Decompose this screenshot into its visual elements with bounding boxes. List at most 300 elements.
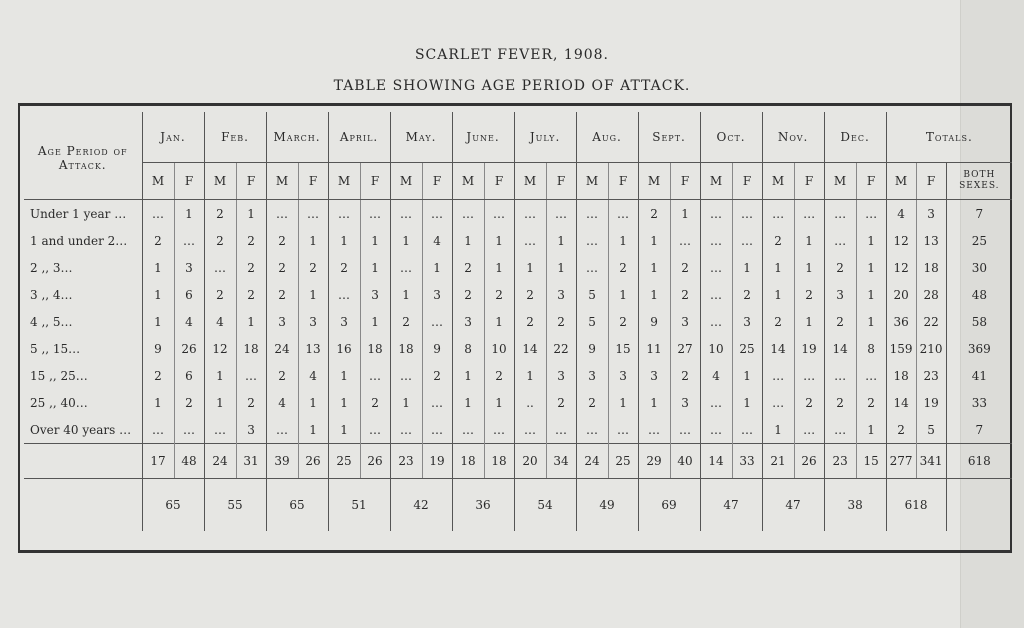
table-cell: 2 xyxy=(762,227,794,254)
male-col-header: M xyxy=(266,163,298,200)
month-total-cell: 65 xyxy=(266,479,328,532)
table-cell: 14 xyxy=(886,389,916,416)
male-col-header: M xyxy=(700,163,732,200)
table-cell: 1 xyxy=(762,254,794,281)
female-col-header: F xyxy=(546,163,576,200)
table-cell: 1 xyxy=(328,362,360,389)
table-cell: 2 xyxy=(484,362,514,389)
male-col-header: M xyxy=(576,163,608,200)
month-header: Dec. xyxy=(824,112,886,163)
table-cell: 9 xyxy=(142,335,174,362)
table-cell: 3 xyxy=(638,362,670,389)
table-cell: … xyxy=(174,227,204,254)
table-cell: 2 xyxy=(546,389,576,416)
table-cell: 2 xyxy=(546,308,576,335)
table-cell: … xyxy=(856,362,886,389)
age-period-label: 2 ,, 3… xyxy=(30,260,73,275)
table-cell: 1 xyxy=(298,389,328,416)
table-cell: 3 xyxy=(546,362,576,389)
table-cell: 2 xyxy=(452,281,484,308)
table-cell: … xyxy=(608,416,638,444)
age-period-label: 1 and under 2… xyxy=(30,233,128,248)
sex-totals-row xyxy=(24,444,1012,479)
table-cell: 2 xyxy=(266,362,298,389)
table-cell: … xyxy=(266,416,298,444)
table-cell: … xyxy=(514,200,546,228)
sum-cell: 15 xyxy=(856,444,886,479)
table-cell: … xyxy=(298,200,328,228)
table-cell: 18 xyxy=(916,254,946,281)
table-cell: 36 xyxy=(886,308,916,335)
table-cell: 18 xyxy=(360,335,390,362)
table-cell: 48 xyxy=(946,281,1012,308)
table-cell: 18 xyxy=(886,362,916,389)
sum-cell: 18 xyxy=(452,444,484,479)
female-col-header: F xyxy=(174,163,204,200)
male-col-header: M xyxy=(204,163,236,200)
table-cell: 2 xyxy=(514,281,546,308)
table-cell: 1 xyxy=(856,416,886,444)
table-cell: … xyxy=(824,416,856,444)
table-row xyxy=(24,308,1012,335)
table-cell: 1 xyxy=(638,281,670,308)
female-col-header: F xyxy=(484,163,514,200)
sum-cell: 33 xyxy=(732,444,762,479)
table-cell: … xyxy=(266,200,298,228)
table-cell: … xyxy=(638,416,670,444)
table-cell: 26 xyxy=(174,335,204,362)
sum-cell: 277 xyxy=(886,444,916,479)
both-sexes-line: BOTH xyxy=(963,170,996,180)
month-total-cell: 618 xyxy=(886,479,946,532)
table-cell: … xyxy=(236,362,266,389)
table-cell: 27 xyxy=(670,335,700,362)
table-cell: 12 xyxy=(886,227,916,254)
table-cell: 5 xyxy=(916,416,946,444)
table-cell: 1 xyxy=(390,389,422,416)
sum-cell: 26 xyxy=(298,444,328,479)
table-cell: 13 xyxy=(916,227,946,254)
sum-cell: 25 xyxy=(608,444,638,479)
blank-label-cell xyxy=(24,444,142,479)
table-cell: 58 xyxy=(946,308,1012,335)
table-cell: … xyxy=(700,200,732,228)
table-cell: 12 xyxy=(204,335,236,362)
month-totals-row xyxy=(24,479,1012,532)
table-cell: 1 xyxy=(174,200,204,228)
table-cell: 1 xyxy=(546,227,576,254)
table-cell: 3 xyxy=(732,308,762,335)
table-cell: 1 xyxy=(638,254,670,281)
male-col-header: M xyxy=(886,163,916,200)
table-cell: … xyxy=(360,200,390,228)
sum-cell: 23 xyxy=(390,444,422,479)
table-cell: 20 xyxy=(886,281,916,308)
female-col-header: F xyxy=(916,163,946,200)
male-col-header: M xyxy=(824,163,856,200)
table-cell: 1 xyxy=(422,254,452,281)
table-cell: 1 xyxy=(638,389,670,416)
table-cell: 1 xyxy=(328,416,360,444)
sum-cell: 341 xyxy=(916,444,946,479)
table-cell: 1 xyxy=(142,281,174,308)
table-cell: 1 xyxy=(236,308,266,335)
female-col-header: F xyxy=(360,163,390,200)
table-cell: 3 xyxy=(266,308,298,335)
month-total-cell: 36 xyxy=(452,479,514,532)
table-cell: 1 xyxy=(328,389,360,416)
table-cell: 2 xyxy=(484,281,514,308)
table-cell: 2 xyxy=(422,362,452,389)
table-cell: 1 xyxy=(670,200,700,228)
table-cell: 1 xyxy=(360,308,390,335)
sum-cell: 23 xyxy=(824,444,856,479)
table-cell: 13 xyxy=(298,335,328,362)
table-row xyxy=(24,227,1012,254)
table-cell: 15 xyxy=(608,335,638,362)
table-cell: 18 xyxy=(390,335,422,362)
table-cell: … xyxy=(452,416,484,444)
table-cell: … xyxy=(452,200,484,228)
table-cell: 3 xyxy=(576,362,608,389)
month-header: June. xyxy=(452,112,514,163)
table-cell: 2 xyxy=(608,254,638,281)
table-cell: … xyxy=(732,200,762,228)
table-cell: 1 xyxy=(236,200,266,228)
table-cell: 2 xyxy=(670,254,700,281)
table-cell: 11 xyxy=(638,335,670,362)
table-cell: 3 xyxy=(916,200,946,228)
male-col-header: M xyxy=(390,163,422,200)
table-cell: 1 xyxy=(856,281,886,308)
table-cell: 3 xyxy=(174,254,204,281)
table-cell: 1 xyxy=(732,389,762,416)
table-cell: 1 xyxy=(762,281,794,308)
table-cell: 2 xyxy=(142,362,174,389)
table-cell: … xyxy=(422,308,452,335)
sum-cell: 39 xyxy=(266,444,298,479)
female-col-header: F xyxy=(422,163,452,200)
month-header: March. xyxy=(266,112,328,163)
table-cell: 23 xyxy=(916,362,946,389)
table-cell: 6 xyxy=(174,362,204,389)
table-cell: 1 xyxy=(360,254,390,281)
table-cell: … xyxy=(328,281,360,308)
table-cell: 1 xyxy=(328,227,360,254)
table-cell: 2 xyxy=(236,281,266,308)
sum-cell: 21 xyxy=(762,444,794,479)
table-cell: 18 xyxy=(236,335,266,362)
age-period-label: Under 1 year … xyxy=(30,206,127,221)
table-cell: 2 xyxy=(204,281,236,308)
table-cell: 2 xyxy=(452,254,484,281)
header-row-months xyxy=(24,112,1012,163)
table-cell: 1 xyxy=(794,308,824,335)
month-header: Nov. xyxy=(762,112,824,163)
table-cell: 10 xyxy=(700,335,732,362)
table-cell: … xyxy=(762,389,794,416)
table-cell: 210 xyxy=(916,335,946,362)
table-cell: 3 xyxy=(670,389,700,416)
sum-cell: 20 xyxy=(514,444,546,479)
table-cell: 4 xyxy=(298,362,328,389)
male-col-header: M xyxy=(762,163,794,200)
table-cell: 2 xyxy=(142,227,174,254)
table-cell: 1 xyxy=(142,254,174,281)
female-col-header: F xyxy=(608,163,638,200)
table-cell: 2 xyxy=(390,308,422,335)
table-cell: … xyxy=(422,200,452,228)
age-header-line: Attack. xyxy=(58,158,107,172)
table-cell: 1 xyxy=(204,362,236,389)
month-total-cell: 69 xyxy=(638,479,700,532)
female-col-header: F xyxy=(856,163,886,200)
table-row xyxy=(24,335,1012,362)
table-cell: … xyxy=(608,200,638,228)
table-cell: 1 xyxy=(794,227,824,254)
age-period-label: 3 ,, 4… xyxy=(30,287,73,302)
table-cell: … xyxy=(360,416,390,444)
month-total-cell: 54 xyxy=(514,479,576,532)
table-cell: 14 xyxy=(514,335,546,362)
table-cell: … xyxy=(390,200,422,228)
table-cell: 2 xyxy=(856,389,886,416)
table-row xyxy=(24,281,1012,308)
table-cell: 2 xyxy=(174,389,204,416)
table-cell: 19 xyxy=(916,389,946,416)
female-col-header: F xyxy=(236,163,266,200)
table-cell: … xyxy=(794,362,824,389)
table-cell: 4 xyxy=(422,227,452,254)
table-row xyxy=(24,200,1012,228)
table-cell: 1 xyxy=(390,227,422,254)
table-row xyxy=(24,416,1012,444)
table-cell: 4 xyxy=(886,200,916,228)
table-cell: 4 xyxy=(700,362,732,389)
table-cell: 1 xyxy=(608,389,638,416)
table-cell: 1 xyxy=(514,362,546,389)
sum-cell: 48 xyxy=(174,444,204,479)
table-cell: 8 xyxy=(856,335,886,362)
table-cell: 1 xyxy=(390,281,422,308)
both-sexes-header xyxy=(946,163,1012,200)
table-cell: … xyxy=(328,200,360,228)
table-cell: 2 xyxy=(638,200,670,228)
table-cell: 1 xyxy=(856,308,886,335)
table-cell: … xyxy=(700,389,732,416)
month-total-cell: 42 xyxy=(390,479,452,532)
sum-cell: 19 xyxy=(422,444,452,479)
table-cell: 3 xyxy=(546,281,576,308)
table-cell: 3 xyxy=(236,416,266,444)
table-cell: … xyxy=(670,416,700,444)
male-col-header: M xyxy=(328,163,360,200)
sum-cell: 18 xyxy=(484,444,514,479)
table-cell: .. xyxy=(514,389,546,416)
table-cell: 2 xyxy=(360,389,390,416)
table-cell: 3 xyxy=(422,281,452,308)
table-cell: 33 xyxy=(946,389,1012,416)
sum-cell: 26 xyxy=(794,444,824,479)
table-row xyxy=(24,389,1012,416)
table-cell: 4 xyxy=(266,389,298,416)
both-sexes-line: SEXES. xyxy=(959,181,1000,191)
table-cell: 14 xyxy=(762,335,794,362)
table-cell: 1 xyxy=(452,227,484,254)
table-cell: 2 xyxy=(608,308,638,335)
table-cell: 1 xyxy=(298,416,328,444)
table-cell: 25 xyxy=(732,335,762,362)
table-cell: 1 xyxy=(856,227,886,254)
table-cell: 14 xyxy=(824,335,856,362)
table-cell: 1 xyxy=(452,362,484,389)
table-cell: 2 xyxy=(298,254,328,281)
age-period-label: 15 ,, 25… xyxy=(30,368,88,383)
table-cell: … xyxy=(794,200,824,228)
sum-cell: 618 xyxy=(946,444,1012,479)
age-header-line: Age Period of xyxy=(37,144,128,158)
sum-cell: 29 xyxy=(638,444,670,479)
table-cell: … xyxy=(700,308,732,335)
table-cell: 1 xyxy=(638,227,670,254)
table-cell: 9 xyxy=(638,308,670,335)
month-header: May. xyxy=(390,112,452,163)
table-cell: 24 xyxy=(266,335,298,362)
table-cell: … xyxy=(390,362,422,389)
table-cell: 1 xyxy=(856,254,886,281)
month-total-cell: 51 xyxy=(328,479,390,532)
table-cell: … xyxy=(484,416,514,444)
male-col-header: M xyxy=(638,163,670,200)
table-cell: … xyxy=(514,227,546,254)
sum-cell: 24 xyxy=(204,444,236,479)
age-period-label: 4 ,, 5… xyxy=(30,314,73,329)
table-cell: … xyxy=(732,416,762,444)
page-subtitle: TABLE SHOWING AGE PERIOD OF ATTACK. xyxy=(333,78,691,94)
table-cell: 5 xyxy=(576,308,608,335)
blank-label-cell xyxy=(24,479,142,532)
male-col-header: M xyxy=(142,163,174,200)
month-total-cell: 65 xyxy=(142,479,204,532)
table-cell: 10 xyxy=(484,335,514,362)
table-cell: 2 xyxy=(236,227,266,254)
table-cell: … xyxy=(174,416,204,444)
month-total-cell: 38 xyxy=(824,479,886,532)
table-cell: 2 xyxy=(794,281,824,308)
table-cell: 1 xyxy=(608,281,638,308)
table-cell: … xyxy=(794,416,824,444)
table-cell: 3 xyxy=(328,308,360,335)
sum-cell: 26 xyxy=(360,444,390,479)
table-cell: 2 xyxy=(670,362,700,389)
table-row xyxy=(24,362,1012,389)
table-cell: … xyxy=(576,416,608,444)
male-col-header: M xyxy=(452,163,484,200)
table-cell: 1 xyxy=(608,227,638,254)
table-cell: … xyxy=(142,416,174,444)
table-cell: 1 xyxy=(298,281,328,308)
male-col-header: M xyxy=(514,163,546,200)
age-period-label: 25 ,, 40… xyxy=(30,395,88,410)
sum-cell: 24 xyxy=(576,444,608,479)
sum-cell: 31 xyxy=(236,444,266,479)
month-header: Jan. xyxy=(142,112,204,163)
table-cell: 2 xyxy=(824,254,856,281)
table-cell: 2 xyxy=(824,308,856,335)
table-cell: 1 xyxy=(360,227,390,254)
month-total-cell: 47 xyxy=(762,479,824,532)
female-col-header: F xyxy=(298,163,328,200)
table-cell: 2 xyxy=(204,227,236,254)
table-cell: 2 xyxy=(204,200,236,228)
table-cell: 1 xyxy=(514,254,546,281)
table-cell: 2 xyxy=(794,389,824,416)
female-col-header: F xyxy=(732,163,762,200)
table-cell: … xyxy=(576,254,608,281)
table-cell: 3 xyxy=(452,308,484,335)
table-cell: 1 xyxy=(204,389,236,416)
table-cell: … xyxy=(576,227,608,254)
sum-cell: 17 xyxy=(142,444,174,479)
table-cell: 9 xyxy=(576,335,608,362)
blank-cell xyxy=(946,479,1012,532)
table-cell: … xyxy=(360,362,390,389)
table-cell: … xyxy=(484,200,514,228)
table-cell: … xyxy=(670,227,700,254)
table-cell: 6 xyxy=(174,281,204,308)
table-cell: … xyxy=(546,200,576,228)
table-cell: 1 xyxy=(142,308,174,335)
table-cell: 4 xyxy=(204,308,236,335)
age-period-header xyxy=(24,112,142,200)
table-cell: 1 xyxy=(546,254,576,281)
sum-cell: 25 xyxy=(328,444,360,479)
table-cell: 1 xyxy=(484,227,514,254)
month-header: April. xyxy=(328,112,390,163)
sum-cell: 34 xyxy=(546,444,576,479)
table-cell: 9 xyxy=(422,335,452,362)
table-cell: 1 xyxy=(484,308,514,335)
table-cell: 2 xyxy=(732,281,762,308)
table-cell: 3 xyxy=(298,308,328,335)
table-cell: 22 xyxy=(916,308,946,335)
female-col-header: F xyxy=(794,163,824,200)
table-cell: … xyxy=(700,254,732,281)
table-cell: … xyxy=(762,362,794,389)
table-cell: … xyxy=(422,389,452,416)
age-period-table xyxy=(24,112,1012,531)
table-cell: … xyxy=(856,200,886,228)
age-period-label: 5 ,, 15… xyxy=(30,341,81,356)
table-cell: 1 xyxy=(732,254,762,281)
table-cell: … xyxy=(514,416,546,444)
table-cell: 1 xyxy=(732,362,762,389)
table-cell: 2 xyxy=(266,227,298,254)
table-cell: … xyxy=(390,254,422,281)
totals-header: Totals. xyxy=(886,112,1012,163)
month-header: July. xyxy=(514,112,576,163)
table-cell: 1 xyxy=(762,416,794,444)
table-cell: … xyxy=(732,227,762,254)
table-cell: 16 xyxy=(328,335,360,362)
month-header: Sept. xyxy=(638,112,700,163)
table-cell: 41 xyxy=(946,362,1012,389)
month-header: Oct. xyxy=(700,112,762,163)
table-cell: 30 xyxy=(946,254,1012,281)
female-col-header: F xyxy=(670,163,700,200)
table-cell: 2 xyxy=(576,389,608,416)
table-cell: 2 xyxy=(266,254,298,281)
